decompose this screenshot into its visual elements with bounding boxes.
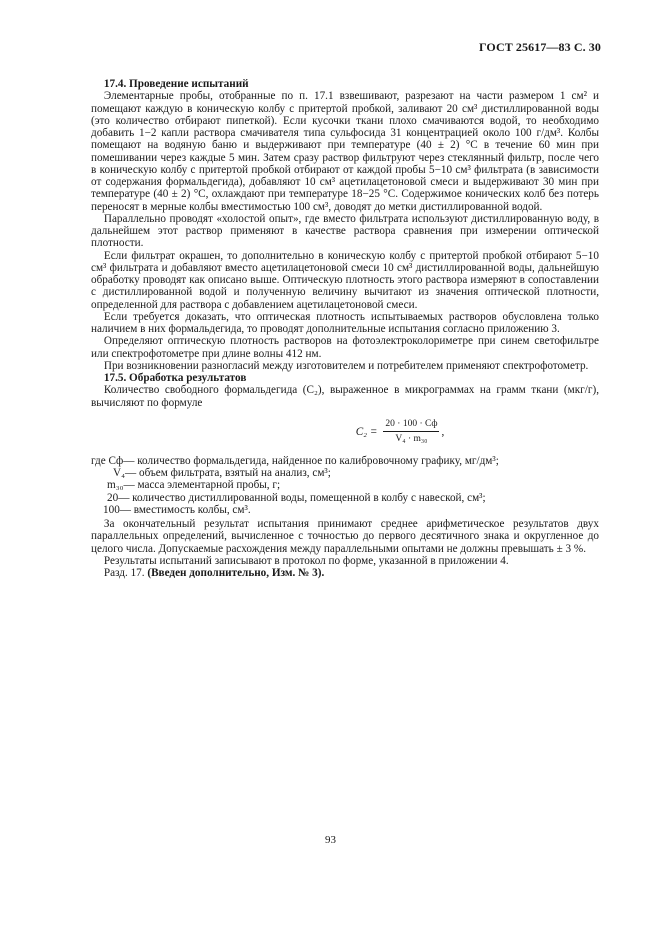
paragraph: Если фильтрат окрашен, то дополнительно в коническую колбу с притертой пробкой отбирают 5−10 см³ фильтрата и добавляют вместо ацетилацетоновой смеси 10 см³ дистиллированной воды, дальнейшую обработку проводят как описано выше. Оптическую плотность этого раствора измеряют в сопоставлении с дистиллированной водой и полученную величину вычитают из значения оптической плотности, определенной для раствора с добавлением ацетилацетоновой смеси. — [91, 249, 599, 311]
paragraph: Элементарные пробы, отобранные по п. 17.1 взвешивают, разрезают на части размером 1 см² и помещают каждую в коническую колбу с притертой пробкой, заливают 20 см³ дистиллированной воды (это количество отбирают пипеткой). Если кусочки ткани плохо смачиваются водой, то необходимо добавить 1−2 капли раствора смачивателя типа сульфосида 31 концентрацией около 100 г/дм³. Колбы помещают на водяную баню и выдерживают при температуре (40 ± 2) °С в течение 60 мин при помешивании через каждые 5 мин. Затем сразу раствор фильтруют через стеклянный фильтр, после чего в коническую колбу с притертой пробкой отбирают от каждой пробы 5−10 см³ фильтрата (в зависимости от содержания формальдегида), добавляют 10 см³ ацетилацетоновой смеси и выдерживают 30 мин при температуре (40 ± 2) °С, охлаждают при температуре 18−25 °С. Содержимое конических колб без потерь переносят в мерные колбы вместимостью 100 см³, доводят до метки дистиллированной водой. — [91, 90, 599, 213]
section-17-4-title: 17.4. Проведение испытаний — [103, 78, 249, 90]
paragraph: Параллельно проводят «холостой опыт», где вместо фильтрата используют дистиллированную воду, в дальнейшем этот раствор применяют в качестве раствора сравнения при измерении оптической плотности. — [91, 212, 599, 250]
legend-item: m₃₀ — масса элементарной пробы, г; — [107, 479, 281, 492]
legend-item: V₄ — объем фильтрата, взятый на анализ, см³; — [113, 467, 331, 479]
paragraph: Количество свободного формальдегида (C₂), выраженное в микрограммах на грамм ткани (мкг/г), вычисляют по формуле — [91, 384, 599, 409]
formula-numerator: 20 · 100 · Cф — [383, 418, 439, 432]
page-number: 93 — [325, 834, 336, 846]
paragraph: Результаты испытаний записывают в протокол по форме, указанной в приложении 4. — [103, 554, 509, 567]
formula-tail: , — [441, 425, 445, 438]
paragraph: За окончательный результат испытания принимают среднее арифметическое результатов двух параллельных определений, вычисленное с точностью до первого десятичного знака и округленное до целого числа. Допускаемые расхождения между параллельными опытами не должны превышать ± 3 %. — [91, 518, 599, 555]
legend-item: 20 — количество дистиллированной воды, помещенной в колбу с навеской, см³; — [107, 491, 486, 504]
formula-denominator: V₄ · m₃₀ — [395, 434, 428, 445]
running-header: ГОСТ 25617—83 С. 30 — [478, 40, 601, 54]
paragraph: При возникновении разногласий между изготовителем и потребителем применяют спектрофотометр. — [103, 359, 589, 372]
formula — [201, 415, 599, 449]
amendment-note: Разд. 17. (Введен дополнительно, Изм. № 3). — [103, 567, 325, 579]
document-body — [91, 78, 599, 579]
formula-legend — [91, 455, 599, 516]
section-17-5-title: 17.5. Обработка результатов — [103, 372, 247, 384]
legend-item: где Cф — количество формальдегида, найденное по калибровочному графику, мг/дм³; — [91, 454, 499, 467]
formula-lhs: C₂ = — [355, 425, 378, 438]
legend-item: 100 — вместимость колбы, см³. — [103, 503, 251, 516]
paragraph: Определяют оптическую плотность растворов на фотоэлектроколориметре при синем светофильтре или спектрофотометре при длине волны 412 нм. — [91, 335, 599, 360]
paragraph: Если требуется доказать, что оптическая плотность испытываемых растворов обусловлена только наличием в них формальдегида, то проводят дополнительные испытания согласно приложению 3. — [91, 310, 599, 335]
formula-fraction — [383, 418, 439, 446]
